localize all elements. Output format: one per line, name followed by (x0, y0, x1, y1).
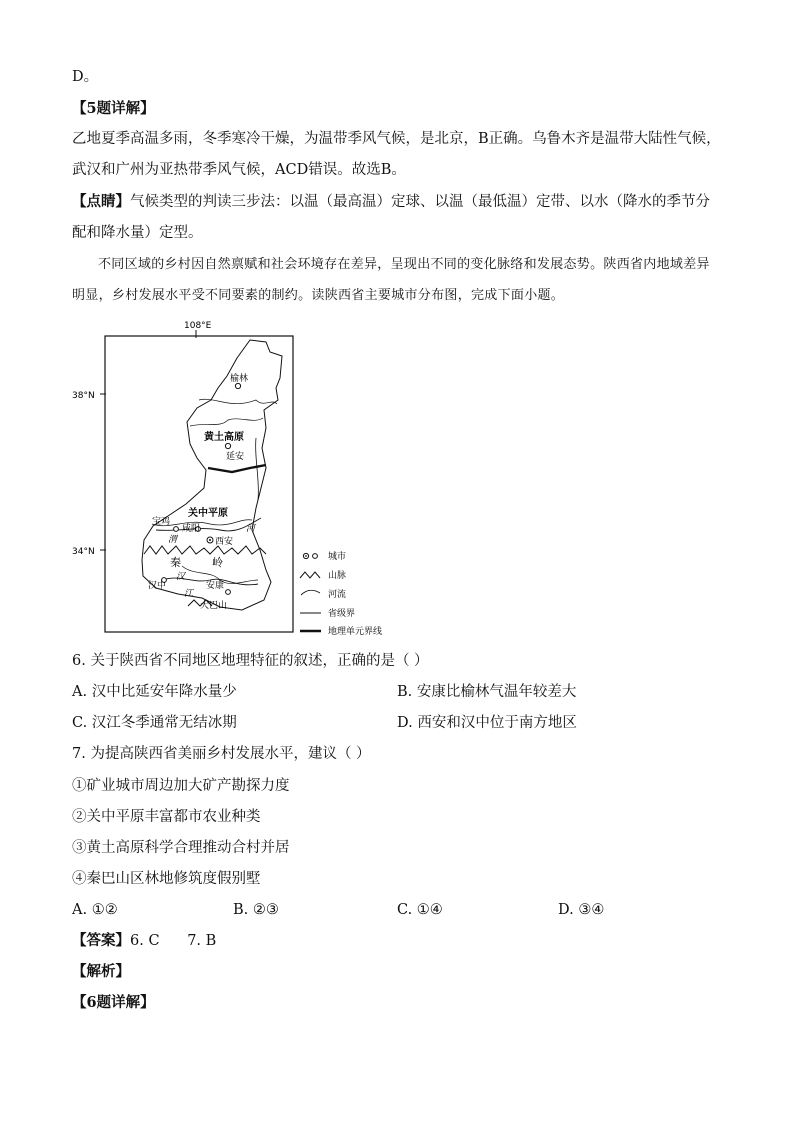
guanzhong-plain-label: 关中平原 (188, 508, 228, 519)
ling-char: 岭 (212, 556, 223, 569)
q6-option-b: B. 安康比榆林气温年较差大 (397, 684, 577, 700)
map-frame (105, 336, 293, 632)
he-char: 河 (246, 524, 256, 534)
q5-detail-heading: 【5题详解】 (72, 100, 155, 117)
legend-city-symbol-1-center (305, 555, 307, 557)
q7-option-d: D. ③④ (558, 902, 605, 918)
q7-item-1: ①矿业城市周边加大矿产勘探力度 (72, 778, 290, 794)
tip-label: 【点睛】 (72, 193, 130, 210)
q7-item-4: ④秦巴山区林地修筑度假别墅 (72, 871, 261, 887)
ankang-label: 安康 (206, 581, 225, 591)
internal-boundary-loess (190, 418, 263, 426)
q6-detail-heading: 【6题详解】 (72, 994, 155, 1011)
yanan-label: 延安 (226, 452, 245, 462)
map-legend (300, 550, 382, 637)
qinling-mountains (144, 546, 266, 554)
answer-label: 【答案】 (72, 932, 130, 949)
yulin-city (235, 383, 240, 388)
q7-option-c: C. ①④ (397, 902, 443, 918)
q7-stem: 7. 为提高陕西省美丽乡村发展水平，建议（ ） (72, 746, 371, 762)
q5-explanation: 乙地夏季高温多雨，冬季寒冷干燥，为温带季风气候，是北京，B正确。乌鲁木齐是温带大陆性气候，武汉和广州为亚热带季风气候，ACD错误。故选B。 (72, 131, 721, 178)
lon-label: 108°E (184, 321, 212, 331)
answer-text: 6. C 7. B (130, 933, 217, 949)
han-char: 汉 (176, 572, 186, 582)
legend-river: 河流 (328, 590, 347, 600)
reading-passage: 不同区域的乡村因自然禀赋和社会环境存在差异，呈现出不同的变化脉络和发展态势。陕西省内地域差异明显，乡村发展水平受不同要素的制约。读陕西省主要城市分布图，完成下面小题。 (72, 257, 710, 303)
hanzhong-label: 汉中 (148, 581, 167, 591)
lat-label-34: 34°N (72, 547, 95, 557)
yanan-city (225, 443, 230, 448)
xian-city-center (209, 539, 211, 541)
q6-option-a: A. 汉中比延安年降水量少 (72, 684, 237, 700)
qin-char: 秦 (170, 556, 181, 569)
q6-option-d: D. 西安和汉中位于南方地区 (397, 715, 577, 731)
q7-option-b: B. ②③ (233, 902, 279, 918)
legend-mountain-symbol (300, 572, 320, 578)
q7-item-3: ③黄土高原科学合理推动合村并居 (72, 840, 290, 856)
internal-boundary-north (199, 399, 277, 404)
analysis-heading: 【解析】 (72, 963, 130, 980)
q7-option-a: A. ①② (72, 902, 118, 918)
jiang-char: 江 (184, 589, 194, 599)
tip-text: 气候类型的判读三步法：以温（最高温）定球、以温（最低温）定带、以水（降水的季节分配和降水量）定型。 (72, 194, 710, 241)
q6-option-c: C. 汉江冬季通常无结冰期 (72, 715, 237, 731)
q6-stem: 6. 关于陕西省不同地区地理特征的叙述，正确的是（ ） (72, 653, 429, 669)
q7-item-2: ②关中平原丰富都市农业种类 (72, 809, 261, 825)
answer-line (72, 931, 216, 951)
xian-label: 西安 (215, 537, 234, 547)
yellow-river-segment (256, 438, 259, 500)
legend-city: 城市 (328, 552, 347, 562)
legend-river-symbol (301, 590, 320, 595)
previous-answer: D。 (72, 69, 99, 85)
yulin-label: 榆林 (230, 374, 249, 384)
shaanxi-city-map (70, 318, 410, 640)
ankang-city (226, 590, 231, 595)
legend-city-symbol-2 (313, 554, 318, 559)
loess-plateau-label: 黄土高原 (204, 432, 244, 443)
baoji-city (174, 527, 179, 532)
xianyang-label: 咸阳 (182, 524, 201, 534)
baoji-label: 宝鸡 (152, 517, 171, 527)
legend-geo-unit: 地理单元界线 (328, 627, 383, 637)
province-boundary (142, 340, 282, 610)
lat-label-38: 38°N (72, 391, 95, 401)
wei-char: 渭 (168, 535, 178, 545)
legend-mountain: 山脉 (328, 571, 347, 581)
daba-label: 大巴山 (200, 601, 228, 611)
legend-province: 省级界 (328, 609, 356, 619)
tip-paragraph (72, 186, 722, 249)
